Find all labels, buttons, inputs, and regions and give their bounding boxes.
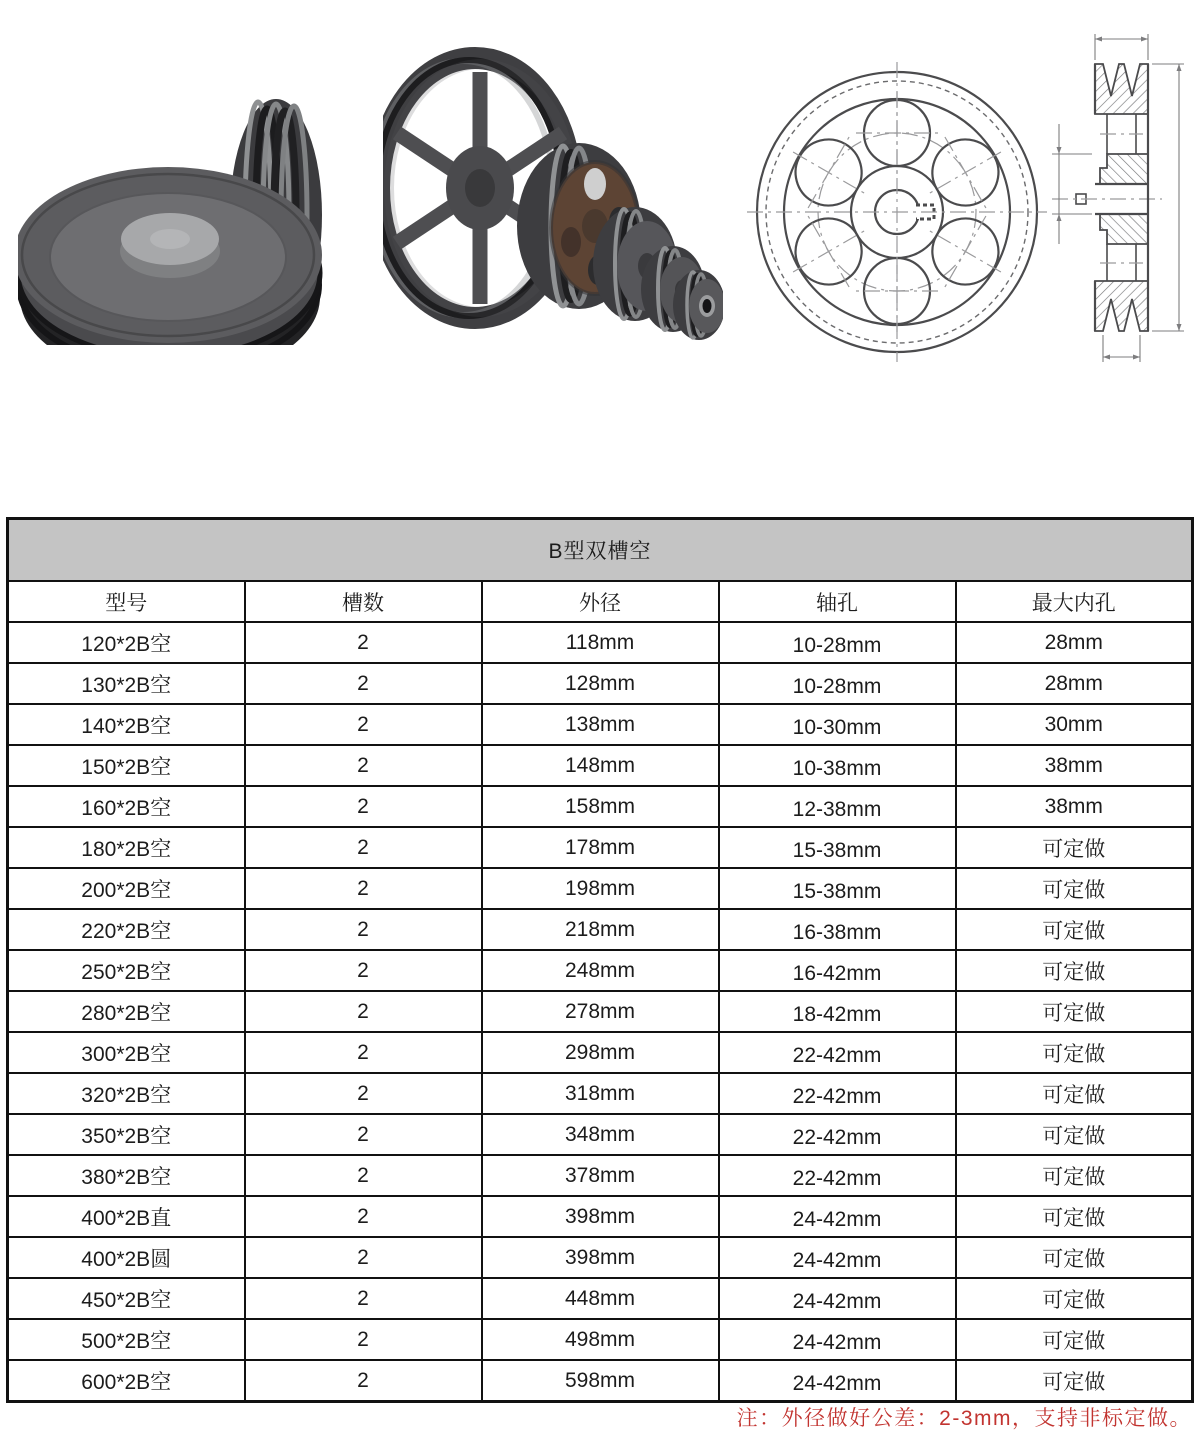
spec-table-section	[6, 517, 1194, 1403]
table-cell: 24-42mm	[719, 1319, 956, 1360]
table-cell: 16-38mm	[719, 909, 956, 950]
table-row	[8, 1237, 1193, 1278]
table-row	[8, 868, 1193, 909]
table-cell: 140*2B空	[8, 704, 245, 745]
table-row	[8, 622, 1193, 663]
table-row	[8, 991, 1193, 1032]
table-row	[8, 1032, 1193, 1073]
table-row	[8, 1196, 1193, 1237]
drawing-front-view	[742, 55, 1052, 370]
table-cell: 448mm	[482, 1278, 719, 1319]
table-cell: 2	[245, 868, 482, 909]
table-cell: 可定做	[956, 1278, 1193, 1319]
table-cell: 可定做	[956, 1237, 1193, 1278]
table-cell: 398mm	[482, 1237, 719, 1278]
table-cell: 130*2B空	[8, 663, 245, 704]
table-cell: 320*2B空	[8, 1073, 245, 1114]
table-cell: 380*2B空	[8, 1155, 245, 1196]
table-cell: 280*2B空	[8, 991, 245, 1032]
table-cell: 198mm	[482, 868, 719, 909]
table-cell: 378mm	[482, 1155, 719, 1196]
table-cell: 148mm	[482, 745, 719, 786]
table-cell: 178mm	[482, 827, 719, 868]
table-cell: 2	[245, 1278, 482, 1319]
table-cell: 600*2B空	[8, 1360, 245, 1402]
table-cell: 150*2B空	[8, 745, 245, 786]
table-cell: 2	[245, 1073, 482, 1114]
table-cell: 120*2B空	[8, 622, 245, 663]
table-cell: 24-42mm	[719, 1196, 956, 1237]
table-cell: 158mm	[482, 786, 719, 827]
table-cell: 220*2B空	[8, 909, 245, 950]
table-cell: 2	[245, 1196, 482, 1237]
table-cell: 300*2B空	[8, 1032, 245, 1073]
table-cell: 400*2B直	[8, 1196, 245, 1237]
table-cell: 2	[245, 1155, 482, 1196]
table-cell: 2	[245, 1114, 482, 1155]
product-photo-pulley-pair	[18, 45, 338, 345]
table-cell: 2	[245, 1360, 482, 1402]
table-cell: 38mm	[956, 786, 1193, 827]
table-cell: 598mm	[482, 1360, 719, 1402]
table-cell: 22-42mm	[719, 1073, 956, 1114]
table-row	[8, 909, 1193, 950]
table-cell: 2	[245, 1237, 482, 1278]
table-cell: 318mm	[482, 1073, 719, 1114]
table-row	[8, 1114, 1193, 1155]
table-cell: 160*2B空	[8, 786, 245, 827]
product-photo-pulley-set	[383, 28, 723, 358]
table-cell: 可定做	[956, 991, 1193, 1032]
col-header-max-bore: 最大内孔	[956, 581, 1193, 622]
table-header-row	[8, 581, 1193, 622]
table-cell: 2	[245, 704, 482, 745]
table-row	[8, 1360, 1193, 1402]
table-cell: 10-28mm	[719, 622, 956, 663]
table-cell: 可定做	[956, 827, 1193, 868]
table-cell: 2	[245, 786, 482, 827]
table-cell: 450*2B空	[8, 1278, 245, 1319]
table-cell: 24-42mm	[719, 1360, 956, 1402]
table-cell: 15-38mm	[719, 827, 956, 868]
table-row	[8, 827, 1193, 868]
table-cell: 298mm	[482, 1032, 719, 1073]
table-cell: 2	[245, 991, 482, 1032]
table-cell: 可定做	[956, 1196, 1193, 1237]
table-cell: 350*2B空	[8, 1114, 245, 1155]
table-cell: 2	[245, 622, 482, 663]
table-cell: 可定做	[956, 950, 1193, 991]
table-body	[8, 622, 1193, 1402]
table-cell: 12-38mm	[719, 786, 956, 827]
table-row	[8, 1319, 1193, 1360]
table-cell: 348mm	[482, 1114, 719, 1155]
col-header-shaft-hole: 轴孔	[719, 581, 956, 622]
table-cell: 10-38mm	[719, 745, 956, 786]
table-cell: 可定做	[956, 1073, 1193, 1114]
table-row	[8, 1073, 1193, 1114]
col-header-model: 型号	[8, 581, 245, 622]
table-row	[8, 786, 1193, 827]
table-cell: 248mm	[482, 950, 719, 991]
table-cell: 18-42mm	[719, 991, 956, 1032]
table-cell: 138mm	[482, 704, 719, 745]
table-cell: 30mm	[956, 704, 1193, 745]
col-header-outer-diameter: 外径	[482, 581, 719, 622]
table-cell: 250*2B空	[8, 950, 245, 991]
table-cell: 2	[245, 1319, 482, 1360]
table-cell: 2	[245, 663, 482, 704]
table-cell: 10-28mm	[719, 663, 956, 704]
table-cell: 可定做	[956, 1032, 1193, 1073]
table-row	[8, 663, 1193, 704]
table-cell: 15-38mm	[719, 868, 956, 909]
table-cell: 500*2B空	[8, 1319, 245, 1360]
table-row	[8, 950, 1193, 991]
table-cell: 可定做	[956, 868, 1193, 909]
table-row	[8, 1155, 1193, 1196]
table-cell: 28mm	[956, 663, 1193, 704]
table-row	[8, 1278, 1193, 1319]
table-cell: 400*2B圆	[8, 1237, 245, 1278]
table-cell: 38mm	[956, 745, 1193, 786]
table-cell: 398mm	[482, 1196, 719, 1237]
table-row	[8, 704, 1193, 745]
table-cell: 24-42mm	[719, 1237, 956, 1278]
table-cell: 28mm	[956, 622, 1193, 663]
table-cell: 180*2B空	[8, 827, 245, 868]
table-cell: 22-42mm	[719, 1114, 956, 1155]
table-cell: 可定做	[956, 1319, 1193, 1360]
table-cell: 16-42mm	[719, 950, 956, 991]
note: 注：外径做好公差：2-3mm，支持非标定做。	[736, 1407, 1192, 1430]
table-title: B型双槽空	[8, 519, 1193, 582]
table-cell: 22-42mm	[719, 1155, 956, 1196]
table-cell: 2	[245, 745, 482, 786]
col-header-groove-count: 槽数	[245, 581, 482, 622]
table-cell: 24-42mm	[719, 1278, 956, 1319]
table-cell: 128mm	[482, 663, 719, 704]
table-cell: 118mm	[482, 622, 719, 663]
table-cell: 2	[245, 909, 482, 950]
table-cell: 可定做	[956, 909, 1193, 950]
table-cell: 2	[245, 827, 482, 868]
table-row	[8, 745, 1193, 786]
table-cell: 22-42mm	[719, 1032, 956, 1073]
spec-table	[6, 517, 1194, 1403]
table-cell: 可定做	[956, 1155, 1193, 1196]
table-cell: 498mm	[482, 1319, 719, 1360]
table-cell: 10-30mm	[719, 704, 956, 745]
table-cell: 2	[245, 1032, 482, 1073]
drawing-side-section-view	[1040, 18, 1200, 378]
table-cell: 可定做	[956, 1114, 1193, 1155]
table-cell: 可定做	[956, 1360, 1193, 1402]
table-cell: 200*2B空	[8, 868, 245, 909]
table-cell: 2	[245, 950, 482, 991]
table-cell: 218mm	[482, 909, 719, 950]
table-cell: 278mm	[482, 991, 719, 1032]
